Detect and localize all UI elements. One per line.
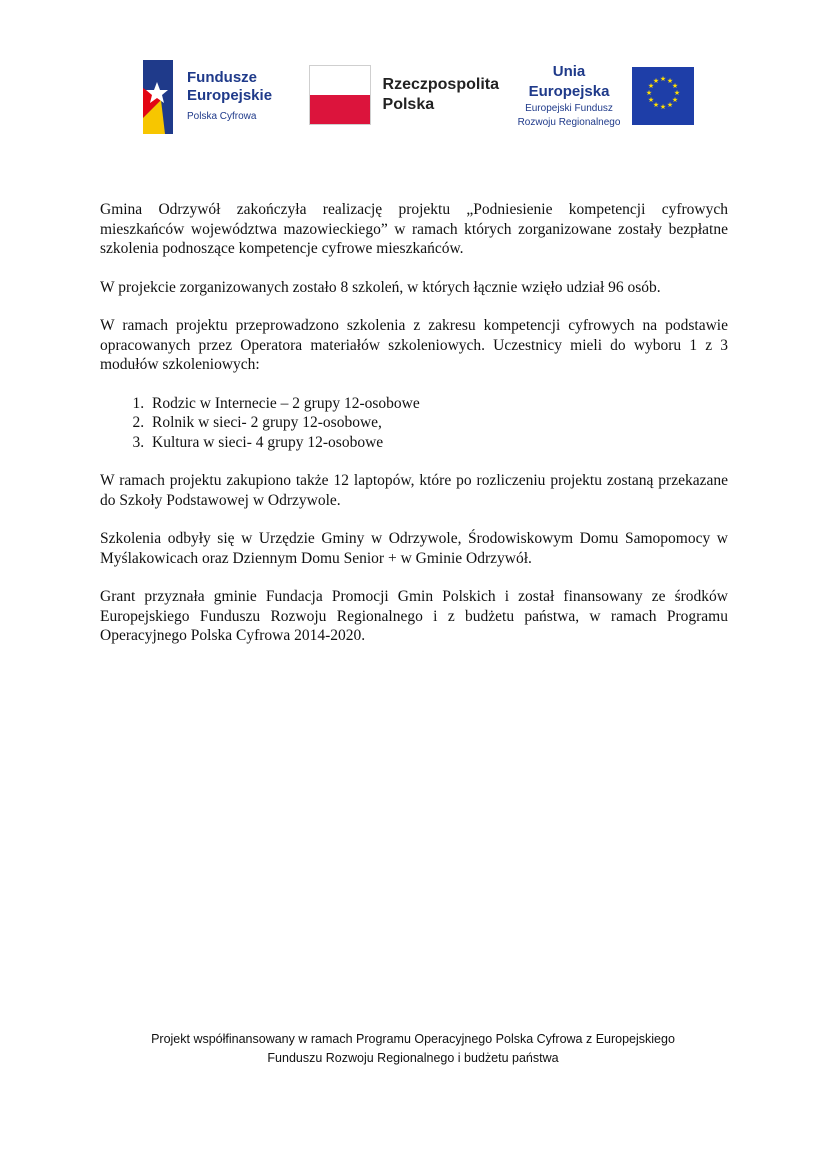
list-item: 2. Rolnik w sieci- 2 grupy 12-osobowe, (148, 413, 728, 433)
svg-text:★: ★ (645, 89, 653, 97)
paragraph-3: W ramach projektu przeprowadzono szkolenia z zakresu kompetencji cyfrowych na podstawie opracowanych przez Operatora materiałów szkoleniowych. Uczestnicy mieli do wyboru 1 z 3 modułów szkoleniowych: (100, 317, 728, 373)
eu-flag-icon (632, 67, 694, 125)
fundusze-europejskie-star-icon (143, 60, 179, 134)
fe-logo-line3: Polska Cyfrowa (187, 111, 257, 122)
paragraph-1: Gmina Odrzywół zakończyła realizację projektu „Podniesienie kompetencji cyfrowych mieszkańców województwa mazowieckiego” w ramach których zorganizowane zostały bezpłatne szkolenia podnoszące kompetencje cyfrowe mieszkańców. (100, 201, 728, 257)
svg-text:★: ★ (647, 82, 655, 90)
svg-text:★: ★ (652, 77, 660, 85)
paragraph-6: Grant przyznała gminie Fundacja Promocji Gmin Polskich i został finansowany ze środków Europejskiego Funduszu Rozwoju Regionalnego i z budżetu państwa, w ramach Programu Operacyjnego Polska Cyfrowa 2014-2020. (100, 588, 728, 644)
svg-text:★: ★ (671, 96, 679, 104)
ue-logo-sub1: Europejski Fundusz (525, 103, 613, 114)
paragraph-4: W ramach projektu zakupiono także 12 laptopów, które po rozliczeniu projektu zostaną przekazane do Szkoły Podstawowej w Odrzywole. (100, 472, 728, 509)
unia-europejska-logo (514, 62, 694, 130)
fe-logo-line2: Europejskie (187, 87, 273, 104)
svg-text:★: ★ (666, 101, 674, 109)
rp-logo-line2: Polska (382, 96, 435, 113)
ue-logo-title: Unia Europejska (528, 63, 610, 100)
svg-text:★: ★ (673, 89, 681, 97)
fe-logo-line1: Fundusze (187, 69, 257, 86)
paragraph-2: W projekcie zorganizowanych zostało 8 szkoleń, w których łącznie wzięło udział 96 osób. (100, 278, 661, 296)
document-body (100, 200, 728, 665)
list-item: 3. Kultura w sieci- 4 grupy 12-osobowe (148, 433, 728, 453)
rzeczpospolita-polska-logo (309, 64, 499, 126)
module-list (100, 394, 728, 453)
list-item: 1. Rodzic w Internecie – 2 grupy 12-osobowe (148, 394, 728, 414)
polish-flag-icon (309, 65, 371, 125)
svg-text:★: ★ (659, 103, 667, 111)
svg-text:★: ★ (666, 77, 674, 85)
fundusze-europejskie-logo (143, 56, 293, 138)
footer (0, 1030, 826, 1068)
svg-text:★: ★ (652, 101, 660, 109)
logo-bar (0, 48, 826, 144)
paragraph-5: Szkolenia odbyły się w Urzędzie Gminy w Odrzywole, Środowiskowym Domu Samopomocy w Myślakowicach oraz Dziennym Domu Senior + w Gminie Odrzywół. (100, 530, 728, 567)
svg-text:★: ★ (659, 75, 667, 83)
rp-logo-line1: Rzeczpospolita (382, 76, 499, 93)
footer-line2: Funduszu Rozwoju Regionalnego i budżetu państwa (267, 1051, 559, 1065)
svg-text:★: ★ (647, 96, 655, 104)
footer-line1: Projekt współfinansowany w ramach Programu Operacyjnego Polska Cyfrowa z Europejskiego (151, 1032, 675, 1046)
ue-logo-sub2: Rozwoju Regionalnego (517, 117, 621, 128)
svg-text:★: ★ (671, 82, 679, 90)
